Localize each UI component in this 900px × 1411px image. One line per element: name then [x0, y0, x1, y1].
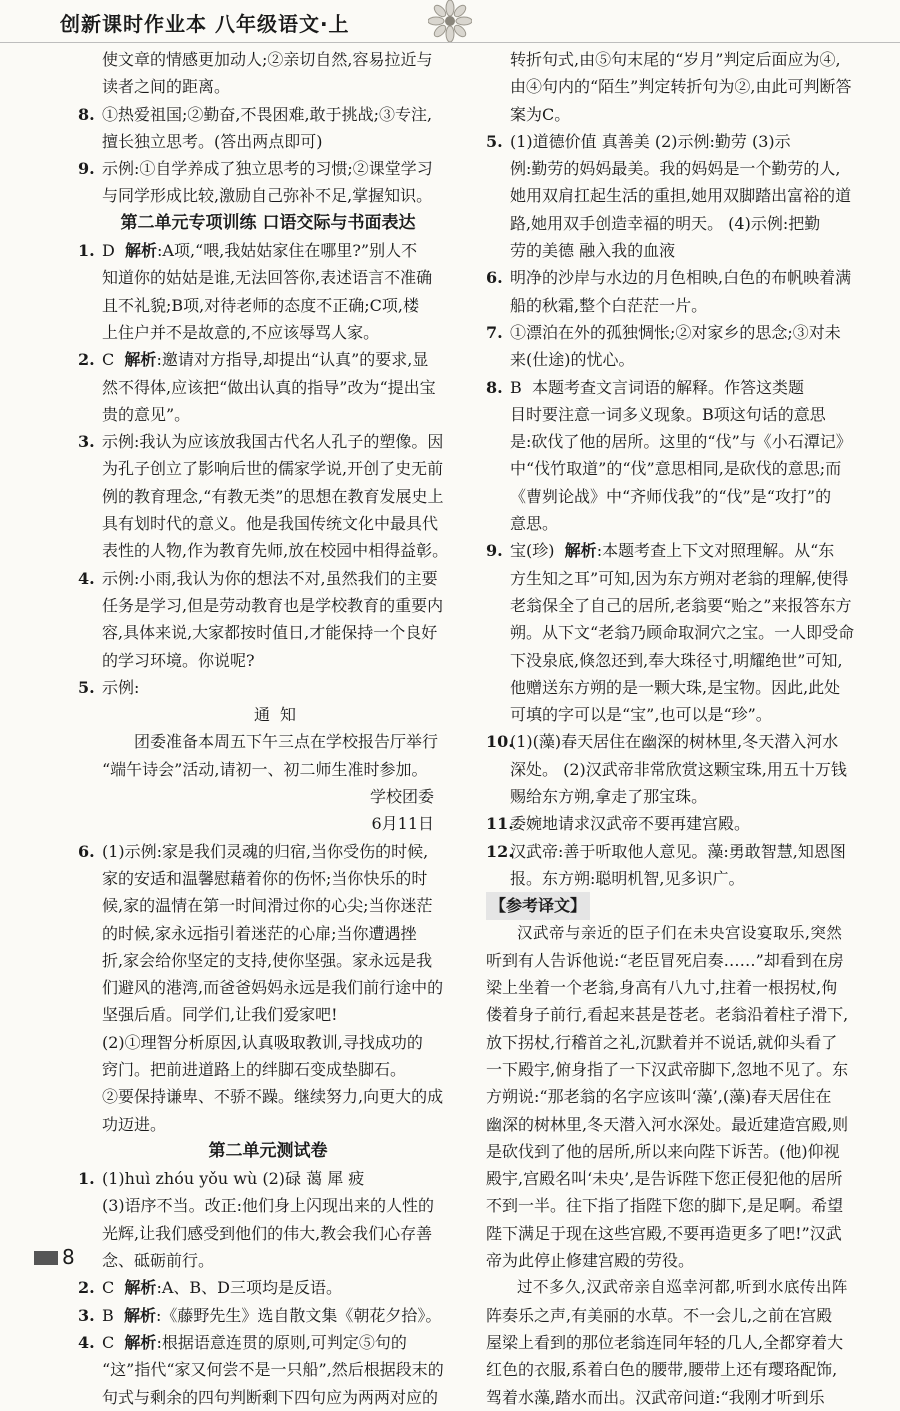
test-answer-7	[486, 319, 866, 374]
notice-title: 通知	[253, 705, 306, 725]
answer-3	[78, 428, 458, 564]
text-line: (3)语序不当。改正:他们身上闪现出来的人性的	[102, 1196, 435, 1216]
text-line: 家的安适和温馨慰藉着你的伤怀;当你快乐的时	[102, 868, 428, 888]
translation-line: 不到一半。往下指了指陛下您的脚下,是足啊。希望	[486, 1196, 844, 1216]
text-line	[510, 537, 866, 564]
text-line: 表性的人物,作为教育先师,放在校园中相得益彰。	[102, 541, 449, 561]
item-number: 6.	[78, 841, 95, 861]
text-line: 路,她用双手创造幸福的明天。 (4)示例:把勤	[510, 213, 821, 233]
text-line: (1)示例:家是我们灵魂的归宿,当你受伤的时候,	[102, 841, 429, 861]
text-line: 是:砍伐了他的居所。这里的“伐”与《小石潭记》	[510, 432, 852, 452]
translation-line: 放下拐杖,行稽首之礼,沉默着并不说话,就仰头看了	[486, 1032, 838, 1052]
item-number: 10.	[486, 732, 514, 752]
text-line: 光辉,让我们感受到他们的伟大,教会我们心存善	[102, 1223, 433, 1243]
text-line: 老翁保全了自己的居所,老翁要“贻之”来报答东方	[510, 595, 852, 615]
item-number: 2.	[78, 1278, 95, 1298]
text-line: 由④句内的“陌生”判定转折句为②,由此可判断答	[510, 77, 852, 97]
answer-choice: C	[102, 350, 115, 370]
translation-line: 帝为此停止修建宫殿的劳役。	[486, 1251, 695, 1271]
text-line: 擅长独立思考。(答出两点即可)	[102, 131, 323, 151]
text-line: 折,家会给你坚定的支持,使你坚强。家永远是我	[102, 950, 433, 970]
item-number: 7.	[486, 322, 503, 342]
answer-8	[78, 101, 458, 156]
section-title: 第二单元测试卷	[208, 1140, 328, 1161]
text-line: 与同学形成比较,激励自己弥补不足,掌握知识。	[102, 186, 433, 206]
text-line: 例的教育理念,“有教无类”的思想在教育发展史上	[102, 486, 444, 506]
text-line: 可填的字可以是“宝”,也可以是“珍”。	[510, 705, 772, 725]
text-line: 功迈进。	[102, 1114, 167, 1134]
analysis-keyword: 解析	[564, 541, 597, 561]
page-header	[0, 0, 900, 43]
item-number: 9.	[78, 159, 95, 179]
test-answer-11	[486, 810, 866, 837]
text-line: 们避风的港湾,而爸爸妈妈永远是我们前行途中的	[102, 978, 444, 998]
reference-label-row	[486, 892, 866, 919]
analysis-text: :《藤野先生》选自散文集《朝花夕拾》。	[155, 1305, 442, 1325]
text-line: 使文章的情感更加动人;②亲切自然,容易拉近与	[102, 50, 433, 69]
text-line: 中“伐竹取道”的“伐”意思相同,是砍伐的意思;而	[510, 459, 842, 479]
translation-line: 阵奏乐之声,有美丽的水草。不一会儿,之前在宫殿	[486, 1305, 833, 1325]
text-line: (1)道德价值 真善美 (2)示例:勤劳 (3)示	[510, 131, 791, 151]
text-line: 示例:①自学养成了独立思考的习惯;②课堂学习	[102, 159, 433, 179]
item-number: 1.	[78, 1169, 95, 1189]
book-title: 创新课时作业本 八年级语文·上	[60, 12, 350, 36]
text-line: 念、砥砺前行。	[102, 1251, 215, 1271]
text-line: 转折句式,由⑤句末尾的“岁月”判定后面应为④,	[510, 50, 841, 69]
text-line	[102, 1302, 458, 1329]
answer-6	[78, 838, 458, 1138]
page-footer	[34, 1245, 94, 1271]
text-line: 示例:小雨,我认为你的想法不对,虽然我们的主要	[102, 568, 438, 588]
text-line: 船的秋霜,整个白茫茫一片。	[510, 295, 708, 315]
answer-4	[78, 565, 458, 674]
translation-line: 偻着身子前行,看起来甚是苍老。老翁沿着柱子滑下,	[486, 1005, 849, 1025]
test-answer-1	[78, 1165, 458, 1274]
item-number: 6.	[486, 268, 503, 288]
text-line: 贵的意见”。	[102, 404, 191, 424]
text-line: 任务是学习,但是劳动教育也是学校教育的重要内	[102, 595, 444, 615]
text-line: 的时候,家永远指引着迷茫的心扉;当你遭遇挫	[102, 923, 417, 943]
text-line: 她用双肩扛起生活的重担,她用双脚踏出富裕的道	[510, 186, 852, 206]
analysis-text: :A、B、D三项均是反语。	[156, 1278, 342, 1298]
item-number: 12.	[486, 841, 514, 861]
text-line: 的学习环境。你说呢?	[102, 650, 255, 670]
item-number: 4.	[78, 568, 95, 588]
analysis-keyword: 解析	[123, 1305, 156, 1325]
text-line: 案为C。	[510, 104, 571, 124]
text-line: 汉武帝:善于听取他人意见。藻:勇敢智慧,知恩图	[510, 841, 846, 861]
item-number: 11.	[486, 814, 514, 834]
text-line: 目时要注意一词多义现象。B项这句话的意思	[510, 404, 826, 424]
text-line: 朔。从下文“老翁乃顾命取洞穴之宝。一人即受命	[510, 623, 855, 643]
test-answer-12	[486, 838, 866, 893]
analysis-text: :本题考查上下文对照理解。从“东	[596, 541, 835, 561]
translation-line: 幽深的树林里,冬天潜入河水深处。最近建造宫殿,则	[486, 1114, 849, 1134]
text-line	[102, 237, 458, 264]
translation-line: 过不多久,汉武帝亲自巡幸河都,听到水底传出阵	[517, 1278, 848, 1297]
page-number: 8	[62, 1245, 75, 1269]
answer-choice: 宝(珍)	[510, 541, 555, 561]
test-answer-8	[486, 374, 866, 538]
analysis-text: :邀请对方指导,却提出“认真”的要求,显	[156, 350, 429, 370]
notice-org: 学校团委	[369, 787, 434, 807]
section-title: 第二单元专项训练 口语交际与书面表达	[120, 212, 416, 233]
text-line: 然不得体,应该把“做出认真的指导”改为“提出宝	[102, 377, 436, 397]
text-line: 具有划时代的意义。他是我国传统文化中最具代	[102, 514, 439, 534]
translation-line: 是砍伐到了他的居所,所以来向陛下诉苦。(他)仰视	[486, 1141, 840, 1161]
test-answer-3	[78, 1302, 458, 1329]
text-line: 他赠送东方朔的是一颗大珠,是宝物。因此,此处	[510, 677, 841, 697]
text-line: 明净的沙岸与水边的月色相映,白色的布帆映着满	[510, 268, 852, 288]
text-line: 上住户并不是故意的,不应该辱骂人家。	[102, 322, 380, 342]
notice-date: 6月11日	[371, 814, 434, 834]
translation-line: 方朔说:“那老翁的名字应该叫‘藻’,(藻)春天居住在	[486, 1087, 832, 1107]
text-line: 为孔子创立了影响后世的儒家学说,开创了史无前	[102, 459, 444, 479]
answer-2	[78, 346, 458, 428]
text-line: 《曹刿论战》中“齐师伐我”的“伐”是“攻打”的	[510, 486, 832, 506]
text-line	[102, 1274, 458, 1301]
text-line: 句式与剩余的四句判断剩下四句应为两两对应的	[102, 1387, 439, 1407]
translation-line: 一下殿宇,俯身指了一下汉武帝脚下,忽地不见了。东	[486, 1059, 849, 1079]
text-line: 例:勤劳的妈妈最美。我的妈妈是一个勤劳的人,	[510, 159, 841, 179]
answer-choice: B	[102, 1305, 114, 1325]
item-number: 4.	[78, 1332, 95, 1352]
translation-line: 听到有人告诉他说:“老臣冒死启奏……”却看到在房	[486, 950, 844, 970]
text-line: 劳的美德 融入我的血液	[510, 241, 676, 261]
translation-line: 屋梁上看到的那位老翁连同年轻的几人,全都穿着大	[486, 1332, 844, 1352]
analysis-keyword: 解析	[124, 1332, 157, 1352]
text-line: 知道你的姑姑是谁,无法回答你,表述语言不准确	[102, 268, 433, 288]
text-line: 意思。	[510, 514, 559, 534]
item-number: 8.	[486, 377, 503, 397]
reference-translation-label: 【参考译文】	[486, 892, 590, 919]
text-line: 且不礼貌;B项,对待老师的态度不正确;C项,楼	[102, 295, 419, 315]
item-number: 2.	[78, 350, 95, 370]
flower-decoration-icon	[428, 0, 472, 42]
item-number: 5.	[78, 677, 95, 697]
answer-choice: C	[102, 1278, 115, 1298]
answer-choice: C	[102, 1332, 115, 1352]
test-answer-6	[486, 264, 866, 319]
item-number: 3.	[78, 1305, 95, 1325]
translation-line: 汉武帝与亲近的臣子们在未央宫设宴取乐,突然	[517, 923, 843, 942]
text-line: (1)(藻)春天居住在幽深的树林里,冬天潜入河水	[510, 732, 839, 752]
text-line: 坚强后盾。同学们,让我们爱家吧!	[102, 1005, 338, 1025]
answer-choice: B	[510, 377, 522, 397]
analysis-keyword: 解析	[124, 1278, 157, 1298]
test-answer-9	[486, 537, 866, 728]
answer-1	[78, 237, 458, 346]
text-line: ②要保持谦卑、不骄不躁。继续努力,向更大的成	[102, 1087, 444, 1107]
item-number: 8.	[78, 104, 95, 124]
item-number: 1.	[78, 241, 95, 261]
text-line: 团委准备本周五下午三点在学校报告厅举行	[134, 732, 439, 752]
text-line: ①漂泊在外的孤独惆怅;②对家乡的思念;③对未	[510, 322, 841, 342]
item-number: 3.	[78, 432, 95, 452]
right-column	[486, 46, 866, 1411]
analysis-text: 本题考查文言词语的解释。作答这类题	[531, 377, 804, 397]
text-line: 方生知之耳”可知,因为东方朔对老翁的理解,使得	[510, 568, 849, 588]
translation-line: 殿宇,宫殿名叫‘未央’,是告诉陛下您正侵犯他的居所	[486, 1169, 843, 1189]
analysis-keyword: 解析	[125, 241, 158, 261]
text-line	[102, 1329, 458, 1356]
text-line: (2)①理智分析原因,认真吸取教训,寻找成功的	[102, 1032, 423, 1052]
text-line: 示例:	[102, 677, 140, 697]
test-answer-5	[486, 128, 866, 264]
text-line	[510, 374, 866, 401]
item-number: 5.	[486, 131, 503, 151]
text-line: 深处。 (2)汉武帝非常欣赏这颗宝珠,用五十万钱	[510, 759, 847, 779]
text-line: ①热爱祖国;②勤奋,不畏困难,敢于挑战;③专注,	[102, 104, 433, 124]
translation-line: 驾着水藻,踏水而出。汉武帝问道:“我刚才听到乐	[486, 1387, 825, 1407]
text-line: 示例:我认为应该放我国古代名人孔子的塑像。因	[102, 432, 444, 452]
text-line: (1)huì zhóu yǒu wù (2)碌 蔼 犀 疲	[102, 1169, 365, 1189]
translation-block	[486, 920, 866, 1411]
analysis-text: :根据语意连贯的原则,可判定⑤句的	[156, 1332, 407, 1352]
translation-line: 梁上坐着一个老翁,身高有八九寸,拄着一根拐杖,佝	[486, 978, 838, 998]
text-line: 容,具体来说,大家都按时值日,才能保持一个良好	[102, 623, 438, 643]
text-line: 委婉地请求汉武帝不要再建宫殿。	[510, 814, 751, 834]
text-line: 窍门。把前进道路上的绊脚石变成垫脚石。	[102, 1059, 407, 1079]
text-line: 候,家的温情在第一时间滑过你的心尖;当你迷茫	[102, 896, 433, 916]
test-answer-4	[78, 1329, 458, 1411]
test-answer-2	[78, 1274, 458, 1301]
text-line	[102, 346, 458, 373]
text-line: “端午诗会”活动,请初一、初二师生准时参加。	[102, 759, 428, 779]
text-line: 赐给东方朔,拿走了那宝珠。	[510, 787, 708, 807]
test-answer-10	[486, 728, 866, 810]
text-line: 报。东方朔:聪明机智,见多识广。	[510, 868, 745, 888]
text-line: 读者之间的距离。	[102, 77, 231, 97]
answer-choice: D	[102, 241, 115, 261]
analysis-keyword: 解析	[124, 350, 157, 370]
translation-line: 陛下满足于现在这些宫殿,不要再造更多了吧!”汉武	[486, 1223, 842, 1243]
page-marker-bar	[34, 1251, 58, 1265]
text-line: 来(仕途)的忧心。	[510, 350, 635, 370]
left-column	[78, 46, 458, 1411]
item-number: 9.	[486, 541, 503, 561]
analysis-text: :A项,“喂,我姑姑家住在哪里?”别人不	[157, 241, 418, 261]
translation-line: 红色的衣服,系着白色的腰带,腰带上还有璎珞配饰,	[486, 1360, 838, 1380]
answer-5	[78, 674, 458, 838]
text-line: 下没泉底,倏忽还到,奉大珠径寸,明耀绝世”可知,	[510, 650, 843, 670]
text-line: “这”指代“家又何尝不是一只船”,然后根据段末的	[102, 1360, 444, 1380]
answer-9	[78, 155, 458, 210]
